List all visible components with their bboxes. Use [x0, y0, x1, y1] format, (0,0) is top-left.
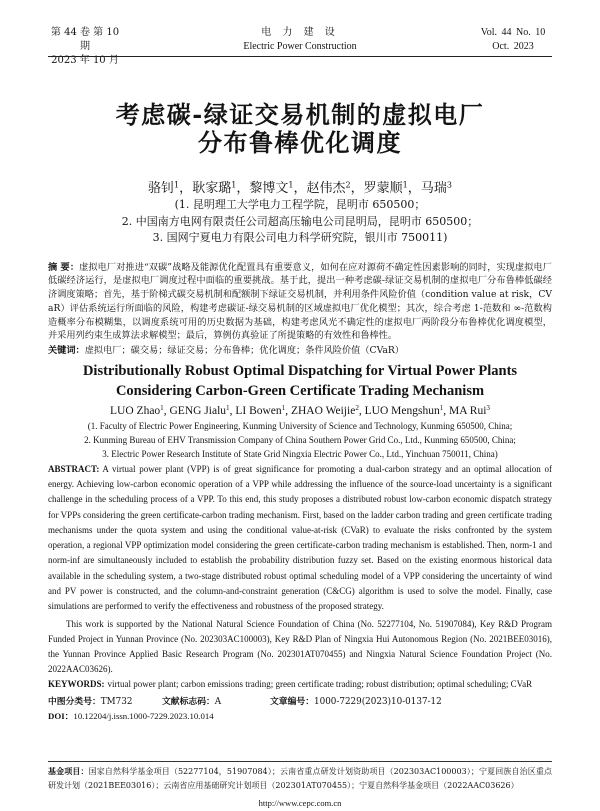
en-author — [449, 403, 490, 419]
cn-author-separator: ， — [407, 181, 421, 196]
cn-author-name: 马瑞 — [420, 181, 447, 196]
cn-author-separator: ， — [179, 181, 193, 196]
header-journal-name-en: Electric Power Construction — [243, 41, 357, 52]
en-abstract — [48, 462, 552, 614]
en-author-separator: , — [443, 405, 450, 418]
cn-author-name: 罗蒙顺 — [363, 181, 403, 196]
article-number-label: 文章编号： — [270, 697, 314, 708]
en-author — [169, 403, 235, 419]
en-author-name: LUO Zhao — [110, 405, 161, 418]
en-author-list — [48, 403, 552, 419]
doi-value: 10.12204/j.issn.1000-7229.2023.10.014 — [73, 711, 214, 722]
cn-author-affiliation-mark: 1 — [402, 180, 408, 190]
cn-keywords-label: 关键词： — [48, 345, 85, 357]
en-author-name: LUO Mengshun — [364, 405, 440, 418]
cn-author-separator: ， — [293, 181, 307, 196]
cn-author-affiliation-mark: 1 — [231, 180, 237, 190]
doi-line — [48, 709, 552, 723]
cn-author-separator: ， — [236, 181, 250, 196]
en-author-affiliation-mark: 1 — [439, 404, 444, 413]
cn-author-separator: ， — [350, 181, 364, 196]
header-issue-en — [474, 26, 552, 54]
en-author-name: GENG Jialu — [169, 405, 227, 418]
document-code — [162, 695, 270, 709]
en-author-name: LI Bowen — [235, 405, 282, 418]
en-author-affiliation-mark: 1 — [160, 404, 164, 413]
cn-author-name: 黎博文 — [249, 181, 289, 196]
en-author — [291, 403, 365, 419]
cn-author — [148, 180, 192, 197]
en-author-affiliation-mark: 3 — [486, 404, 490, 413]
en-title-line-1: Distributionally Robust Optimal Dispatching for Virtual Power Plants — [82, 363, 518, 380]
en-keywords — [48, 677, 552, 692]
cn-abstract-label: 摘 要： — [48, 261, 80, 273]
en-abstract-text: A virtual power plant (VPP) is of great significance for promoting a dual-carbon strategy and an optimal allocation of energy. Achieving low-carbon economic operation of a VPP while addressing the influence of the source-load uncertainty is a significant challenge in the scheduling process of a VPP. To this end, this study proposes a distributed robust low-carbon economic dispatch strategy for VPPs considering the green certificate-carbon trading mechanism. First, based on the ladder carbon trading and green certificate trading mechanisms under the quota system and using the conditional value-at-risk (CVaR) to evaluate the risks confronted by the system operation, a regional VPP optimization model considering the green certificate-carbon trading mechanism is established. Then, norm-1 and norm-inf are simultaneously included to establish the probability distribution fuzzy set. Based on the existing enormous historical data available in the scheduling system, a two-stage distributed robust optimal scheduling model of a VPP considering the uncertainty of wind and PV power is constructed, and the column-and-constraint generation (C&CG) algorithm is used to solve the model. Finally, case simulations are performed to verify the effectiveness and robustness of the proposed strategy. — [48, 464, 552, 611]
article-number-value: 1000-7229(2023)10-0137-12 — [314, 697, 442, 708]
cn-author-list — [48, 180, 552, 197]
cn-abstract — [48, 261, 552, 344]
article-number — [270, 695, 442, 709]
en-author-affiliation-mark: 2 — [355, 404, 359, 413]
header-issue-cn — [48, 26, 122, 68]
classification-line — [48, 695, 552, 709]
document-code-value: A — [214, 697, 222, 708]
en-author — [365, 403, 449, 419]
funding-footnote — [48, 764, 552, 793]
cn-affiliation: 3. 国网宁夏电力有限公司电力科学研究院，银川市 750011) — [152, 231, 448, 244]
en-author-affiliation-mark: 1 — [226, 404, 230, 413]
header-journal-name-cn: 电 力 建 设 — [261, 27, 339, 38]
clc-value: TM732 — [100, 697, 133, 708]
funding-footnote-label: 基金项目： — [48, 766, 89, 776]
en-author-separator: , — [358, 405, 365, 418]
cn-title — [48, 101, 552, 157]
cn-author — [421, 180, 452, 197]
header-divider — [48, 56, 552, 57]
en-author-name: ZHAO Weijie — [290, 405, 356, 418]
clc-label: 中图分类号： — [48, 697, 101, 708]
header-date-cn: 2023 年 10 月 — [51, 55, 119, 66]
en-funding-statement: This work is supported by the National Natural Science Foundation of China (No. 52277104, No. 51907084), Key R&D Program Funded Project in Yunnan Province (No. 202303AC100003), Key R&D Plan of Ningxia Hui Autonomous Region (No. 2021BEE03016), the Yunnan Province Applied Basic Research Program (No. 202301AT070455) and Ningxia Natural Science Foundation Project (No. 2022AAC03626). — [48, 619, 552, 675]
cn-author-name: 骆钊 — [148, 181, 175, 196]
en-affiliation: 3. Electric Power Research Institute of State Grid Ningxia Electric Power Co., Ltd., Yinchuan 750011, China) — [102, 449, 498, 460]
en-affiliation: 2. Kunming Bureau of EHV Transmission Company of China Southern Power Grid Co., Ltd., Kunming 650500, China; — [84, 435, 516, 446]
document-code-label: 文献标志码： — [162, 697, 215, 708]
main-content — [48, 101, 552, 723]
en-author — [235, 403, 291, 419]
cn-title-line-2: 分布鲁棒优化调度 — [198, 128, 402, 157]
cn-affiliation-list — [48, 197, 552, 247]
header-volume-issue-en: Vol. 44 No. 10 — [480, 27, 546, 38]
cn-author — [364, 180, 421, 197]
header-journal — [200, 26, 400, 54]
cn-affiliation: 2. 中国南方电网有限责任公司超高压输电公司昆明局，昆明市 650500； — [121, 214, 479, 228]
en-author-affiliation-mark: 1 — [281, 404, 286, 413]
cn-author-affiliation-mark: 3 — [446, 180, 452, 190]
cn-author-affiliation-mark: 1 — [288, 180, 294, 190]
en-author-separator: , — [229, 405, 236, 418]
cn-author-affiliation-mark: 2 — [345, 180, 351, 190]
en-keywords-text: virtual power plant; carbon emissions trading; green certificate trading; robust distribution; optimal scheduling; CVaR — [107, 679, 533, 690]
cn-author-name: 耿家璐 — [192, 181, 232, 196]
cn-author-affiliation-mark: 1 — [174, 180, 180, 190]
cn-affiliation: (1. 昆明理工大学电力工程学院，昆明市 650500； — [174, 198, 426, 211]
header-date-en: Oct. 2023 — [492, 41, 534, 52]
cn-keywords-text: 虚拟电厂；碳交易；绿证交易；分布鲁棒；优化调度；条件风险价值（CVaR） — [84, 345, 404, 357]
cn-keywords — [48, 344, 552, 358]
en-affiliation: (1. Faculty of Electric Power Engineering, Kunming University of Science and Technology, Kunming 650500, China; — [87, 421, 513, 432]
cn-author — [192, 180, 249, 197]
doi-label: DOI： — [48, 711, 74, 722]
cn-title-line-1: 考虑碳-绿证交易机制的虚拟电厂 — [115, 100, 485, 129]
cn-author — [249, 180, 306, 197]
en-author-separator: , — [285, 405, 291, 418]
en-title-line-2: Considering Carbon-Green Certificate Trading Mechanism — [115, 383, 485, 400]
cn-author-name: 赵伟杰 — [306, 181, 346, 196]
en-title — [48, 361, 552, 401]
funding-footnote-text: 国家自然科学基金项目（52277104，51907084）；云南省重点研发计划资助项目（202303AC100003）；宁夏回族自治区重点研发计划（2021BEE03016）；云南省应用基础研究计划项目（202301AT070455）；宁夏自然科学基金项目（2022AAC03626） — [48, 767, 552, 790]
cn-author — [307, 180, 364, 197]
header-volume-issue-cn: 第 44 卷 第 10 期 — [50, 27, 120, 52]
cn-abstract-text: 虚拟电厂对推进“双碳”战略及能源优化配置具有重要意义，如何在应对源荷不确定性因素影响的同时，实现虚拟电厂低碳经济运行，是虚拟电厂调度过程中面临的重要挑战。基于此，提出一种考虑碳-绿证交易机制的虚拟电厂分布鲁棒低碳经济调度策略；首先，基于阶梯式碳交易机制和配额制下绿证交易机制，并利用条件风险价值（condition value at risk，CVaR）评估系统运行所面临的风险，构建考虑碳证-绿交易机制的区域虚拟电厂优化模型；其次，综合考虑 1-范数和 ∞-范数构造概率分布模糊集，以调度系统可用的历史数据为基础，构建考虑风光不确定性的虚拟电厂两阶段分布鲁棒优化调度模型，并采用列约束生成算法求解模型；最后，算例仿真验证了所提策略的有效性和鲁棒性。 — [48, 261, 552, 342]
en-author-separator: , — [163, 405, 170, 418]
journal-url: http://www.cepc.com.cn — [258, 798, 342, 808]
en-affiliation-list — [48, 419, 552, 461]
en-keywords-label: KEYWORDS: — [48, 679, 105, 690]
footnote-divider — [48, 761, 552, 762]
en-author — [110, 403, 169, 419]
en-abstract-label: ABSTRACT: — [48, 464, 100, 475]
en-author-name: MA Rui — [449, 405, 487, 418]
clc-number — [48, 695, 162, 709]
